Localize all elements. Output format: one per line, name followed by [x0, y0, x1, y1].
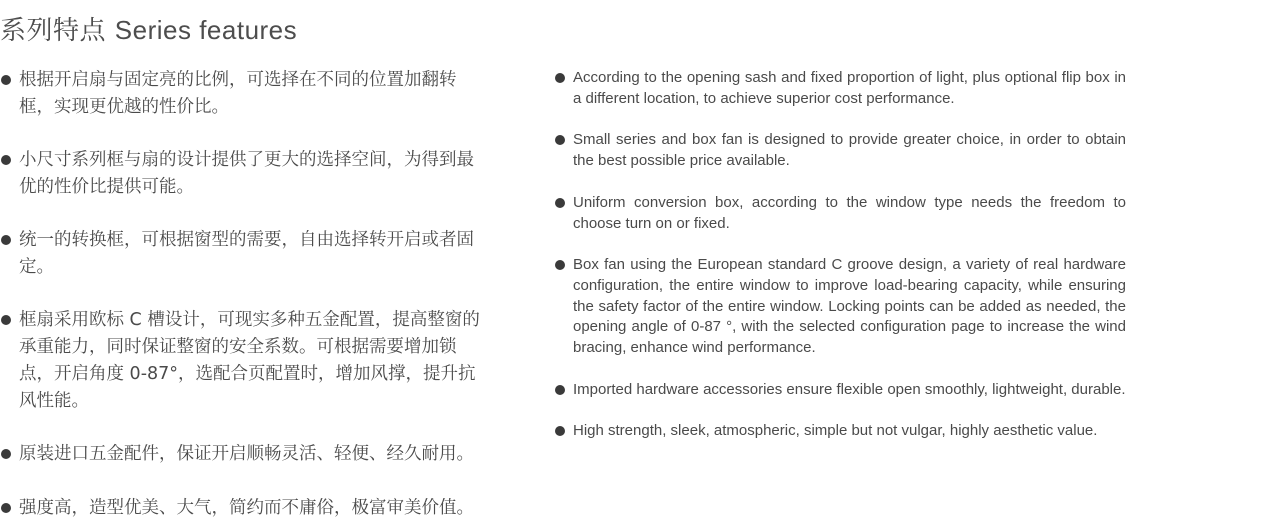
- feature-text-cn: 强度高，造型优美、大气，简约而不庸俗，极富审美价值。: [19, 498, 474, 518]
- feature-item-en: [554, 130, 1126, 171]
- feature-text-en: Imported hardware accessories ensure flexible open smoothly, lightweight, durable.: [573, 380, 1126, 398]
- bullet-icon: [1, 155, 11, 165]
- feature-item-cn: [0, 307, 482, 415]
- features-list-en: [554, 68, 1126, 442]
- bullet-icon: [555, 426, 565, 436]
- feature-text-en: Uniform conversion box, according to the window type needs the freedom to choose turn on or fixed.: [573, 193, 1126, 232]
- bullet-icon: [1, 503, 11, 513]
- bullet-icon: [1, 315, 11, 325]
- feature-item-cn: [0, 227, 482, 281]
- page-title: [0, 10, 297, 47]
- feature-item-en: [554, 421, 1126, 442]
- feature-item-en: [554, 380, 1126, 401]
- bullet-icon: [1, 75, 11, 85]
- feature-item-cn: [0, 441, 482, 468]
- bullet-icon: [555, 385, 565, 395]
- feature-text-cn: 根据开启扇与固定亮的比例，可选择在不同的位置加翻转框，实现更优越的性价比。: [19, 70, 457, 117]
- bullet-icon: [555, 198, 565, 208]
- bullet-icon: [1, 449, 11, 459]
- feature-text-en: High strength, sleek, atmospheric, simple but not vulgar, highly aesthetic value.: [573, 422, 1098, 440]
- feature-item-en: [554, 68, 1126, 109]
- bullet-icon: [1, 235, 11, 245]
- feature-text-cn: 框扇采用欧标 C 槽设计，可现实多种五金配置，提高整窗的承重能力，同时保证整窗的安全系数。可根据需要增加锁点，开启角度 0-87°，选配合页配置时，增加风撑，提升抗风性能。: [19, 310, 480, 411]
- features-list-cn: [0, 67, 482, 522]
- title-cn: 系列特点: [0, 16, 107, 46]
- feature-text-en: According to the opening sash and fixed proportion of light, plus optional flip box in a different location, to achieve superior cost performance.: [573, 69, 1126, 107]
- bullet-icon: [555, 260, 565, 270]
- title-en: Series features: [114, 15, 298, 45]
- bullet-icon: [555, 73, 565, 83]
- feature-text-cn: 小尺寸系列框与扇的设计提供了更大的选择空间，为得到最优的性价比提供可能。: [19, 150, 474, 197]
- bullet-icon: [555, 135, 565, 145]
- feature-item-cn: [0, 147, 482, 201]
- feature-text-cn: 统一的转换框，可根据窗型的需要，自由选择转开启或者固定。: [19, 230, 474, 277]
- feature-item-en: [554, 255, 1126, 359]
- feature-text-en: Box fan using the European standard C groove design, a variety of real hardware configuration, the entire window to improve load-bearing capacity, while ensuring the safety factor of the entire window. Locking points can be added as needed, the opening angle of 0-87 °, with the selected configuration page to increase the wind bracing, enhance wind performance.: [573, 256, 1126, 357]
- feature-text-cn: 原装进口五金配件，保证开启顺畅灵活、轻便、经久耐用。: [19, 444, 474, 464]
- feature-item-cn: [0, 67, 482, 121]
- feature-item-en: [554, 193, 1126, 234]
- feature-text-en: Small series and box fan is designed to provide greater choice, in order to obtain the best possible price available.: [573, 131, 1126, 170]
- feature-item-cn: [0, 495, 482, 522]
